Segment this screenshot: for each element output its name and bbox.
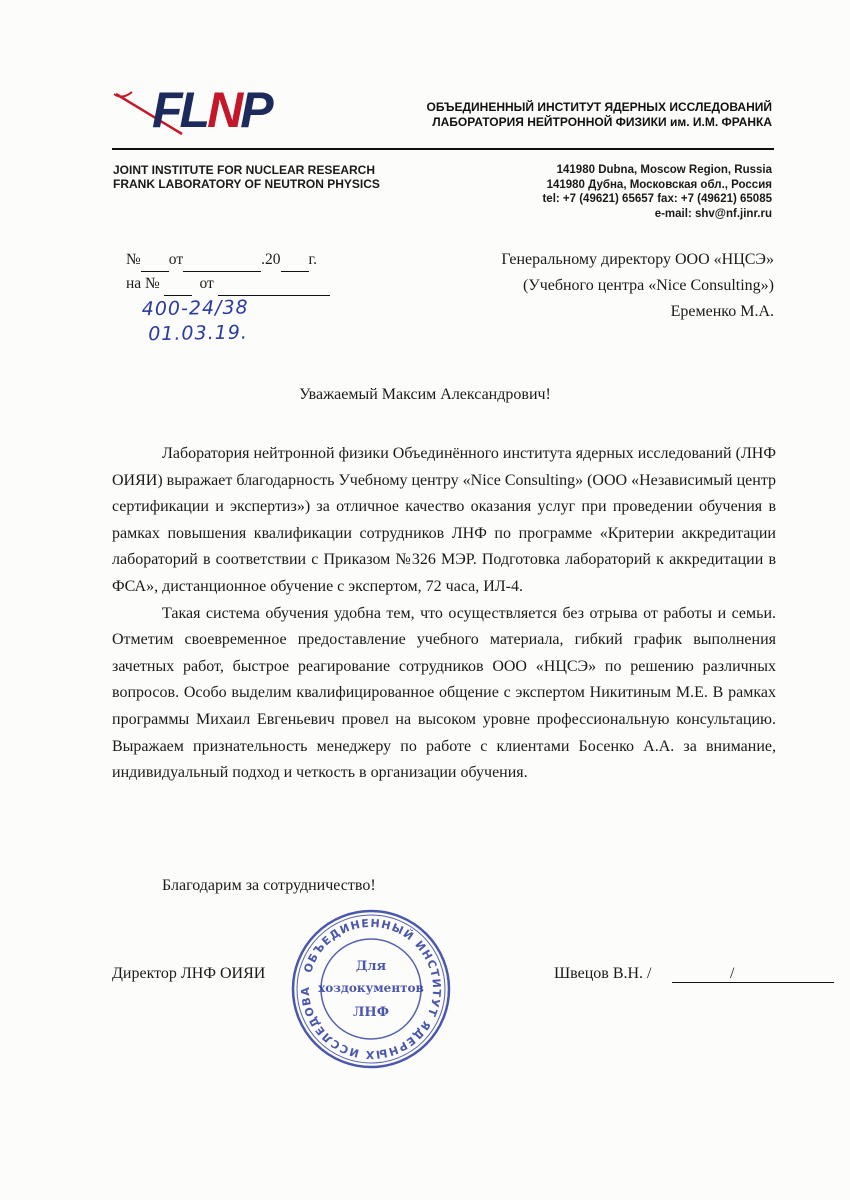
signature-end-slash: /: [730, 965, 735, 982]
svg-text:хоздокументов: хоздокументов: [318, 981, 424, 995]
letter-body: [112, 441, 776, 787]
svg-text:ЛНФ: ЛНФ: [352, 1005, 390, 1020]
reference-block: [126, 248, 330, 296]
logo-wordmark: FLNP: [152, 82, 271, 138]
handwritten-reference: 400-24/38 01.03.19.: [141, 296, 249, 346]
paragraph-1: Лаборатория нейтронной физики Объединённого института ядерных исследований (ЛНФ ОИЯИ) выражает благодарность Учебному центру «Nice Consulting» (ООО «Независимый центр сертификации и экспертиз») за отличное качество оказания услуг при проведении обучения в рамках повышения квалификации сотрудников ЛНФ по программе «Критерии аккредитации лабораторий в соответствии с Приказом №326 МЭР. Подготовка лабораторий к аккредитации в ФСА», дистанционное обучение с экспертом, 72 часа, ИЛ-4.: [112, 445, 776, 595]
stamp-seal-icon: [290, 908, 452, 1070]
official-stamp: [290, 908, 452, 1070]
flnp-logo: [112, 82, 292, 142]
signatory-title: Директор ЛНФ ОИЯИ: [112, 965, 266, 982]
header-divider: [112, 148, 774, 150]
org-name-ru: ОБЪЕДИНЕННЫЙ ИНСТИТУТ ЯДЕРНЫХ ИССЛЕДОВАНИЙ ЛАБОРАТОРИЯ НЕЙТРОННОЙ ФИЗИКИ им. И.М. ФРАНКА: [426, 100, 772, 129]
signatory-name: Швецов В.Н. /: [554, 965, 652, 982]
svg-text:Для: Для: [355, 959, 387, 974]
paragraph-2: Такая система обучения удобна тем, что осуществляется без отрыва от работы и семьи. Отметим своевременное предоставление учебного материала, гибкий график выполнения зачетных работ, быстрое реагирование сотрудников ООО «НЦСЭ» по решению различных вопросов. Особо выделим квалифицированное общение с экспертом Никитиным М.Е. В рамках программы Михаил Евгеньевич провел на высоком уровне профессиональную консультацию. Выражаем признательность менеджеру по работе с клиентами Босенко А.А. за внимание, индивидуальный подход и четкость в организации обучения.: [112, 604, 776, 782]
addressee-block: Генеральному директору ООО «НЦСЭ» (Учебного центра «Nice Consulting») Еременко М.А.: [501, 251, 774, 320]
outgoing-number-row: № от .20 г.: [126, 248, 330, 272]
org-contacts: 141980 Dubna, Moscow Region, Russia 141980 Дубна, Московская обл., Россия tel: +7 (49621) 65657 fax: +7 (49621) 65085 e-mail: shv@nf.jinr.ru: [542, 164, 772, 220]
salutation: Уважаемый Максим Александрович!: [299, 386, 551, 403]
org-name-en: JOINT INSTITUTE FOR NUCLEAR RESEARCH FRANK LABORATORY OF NEUTRON PHYSICS: [113, 163, 380, 191]
closing-line: Благодарим за сотрудничество!: [162, 877, 376, 894]
reply-number-row: на № от: [126, 272, 330, 296]
signature-blank-line: [672, 965, 834, 983]
svg-text:ОБЪЕДИНЕННЫЙ ИНСТИТУТ ЯДЕРНЫХ: ОБЪЕДИНЕННЫЙ ИНСТИТУТ ЯДЕРНЫХ ИССЛЕДОВА: [298, 916, 444, 1062]
